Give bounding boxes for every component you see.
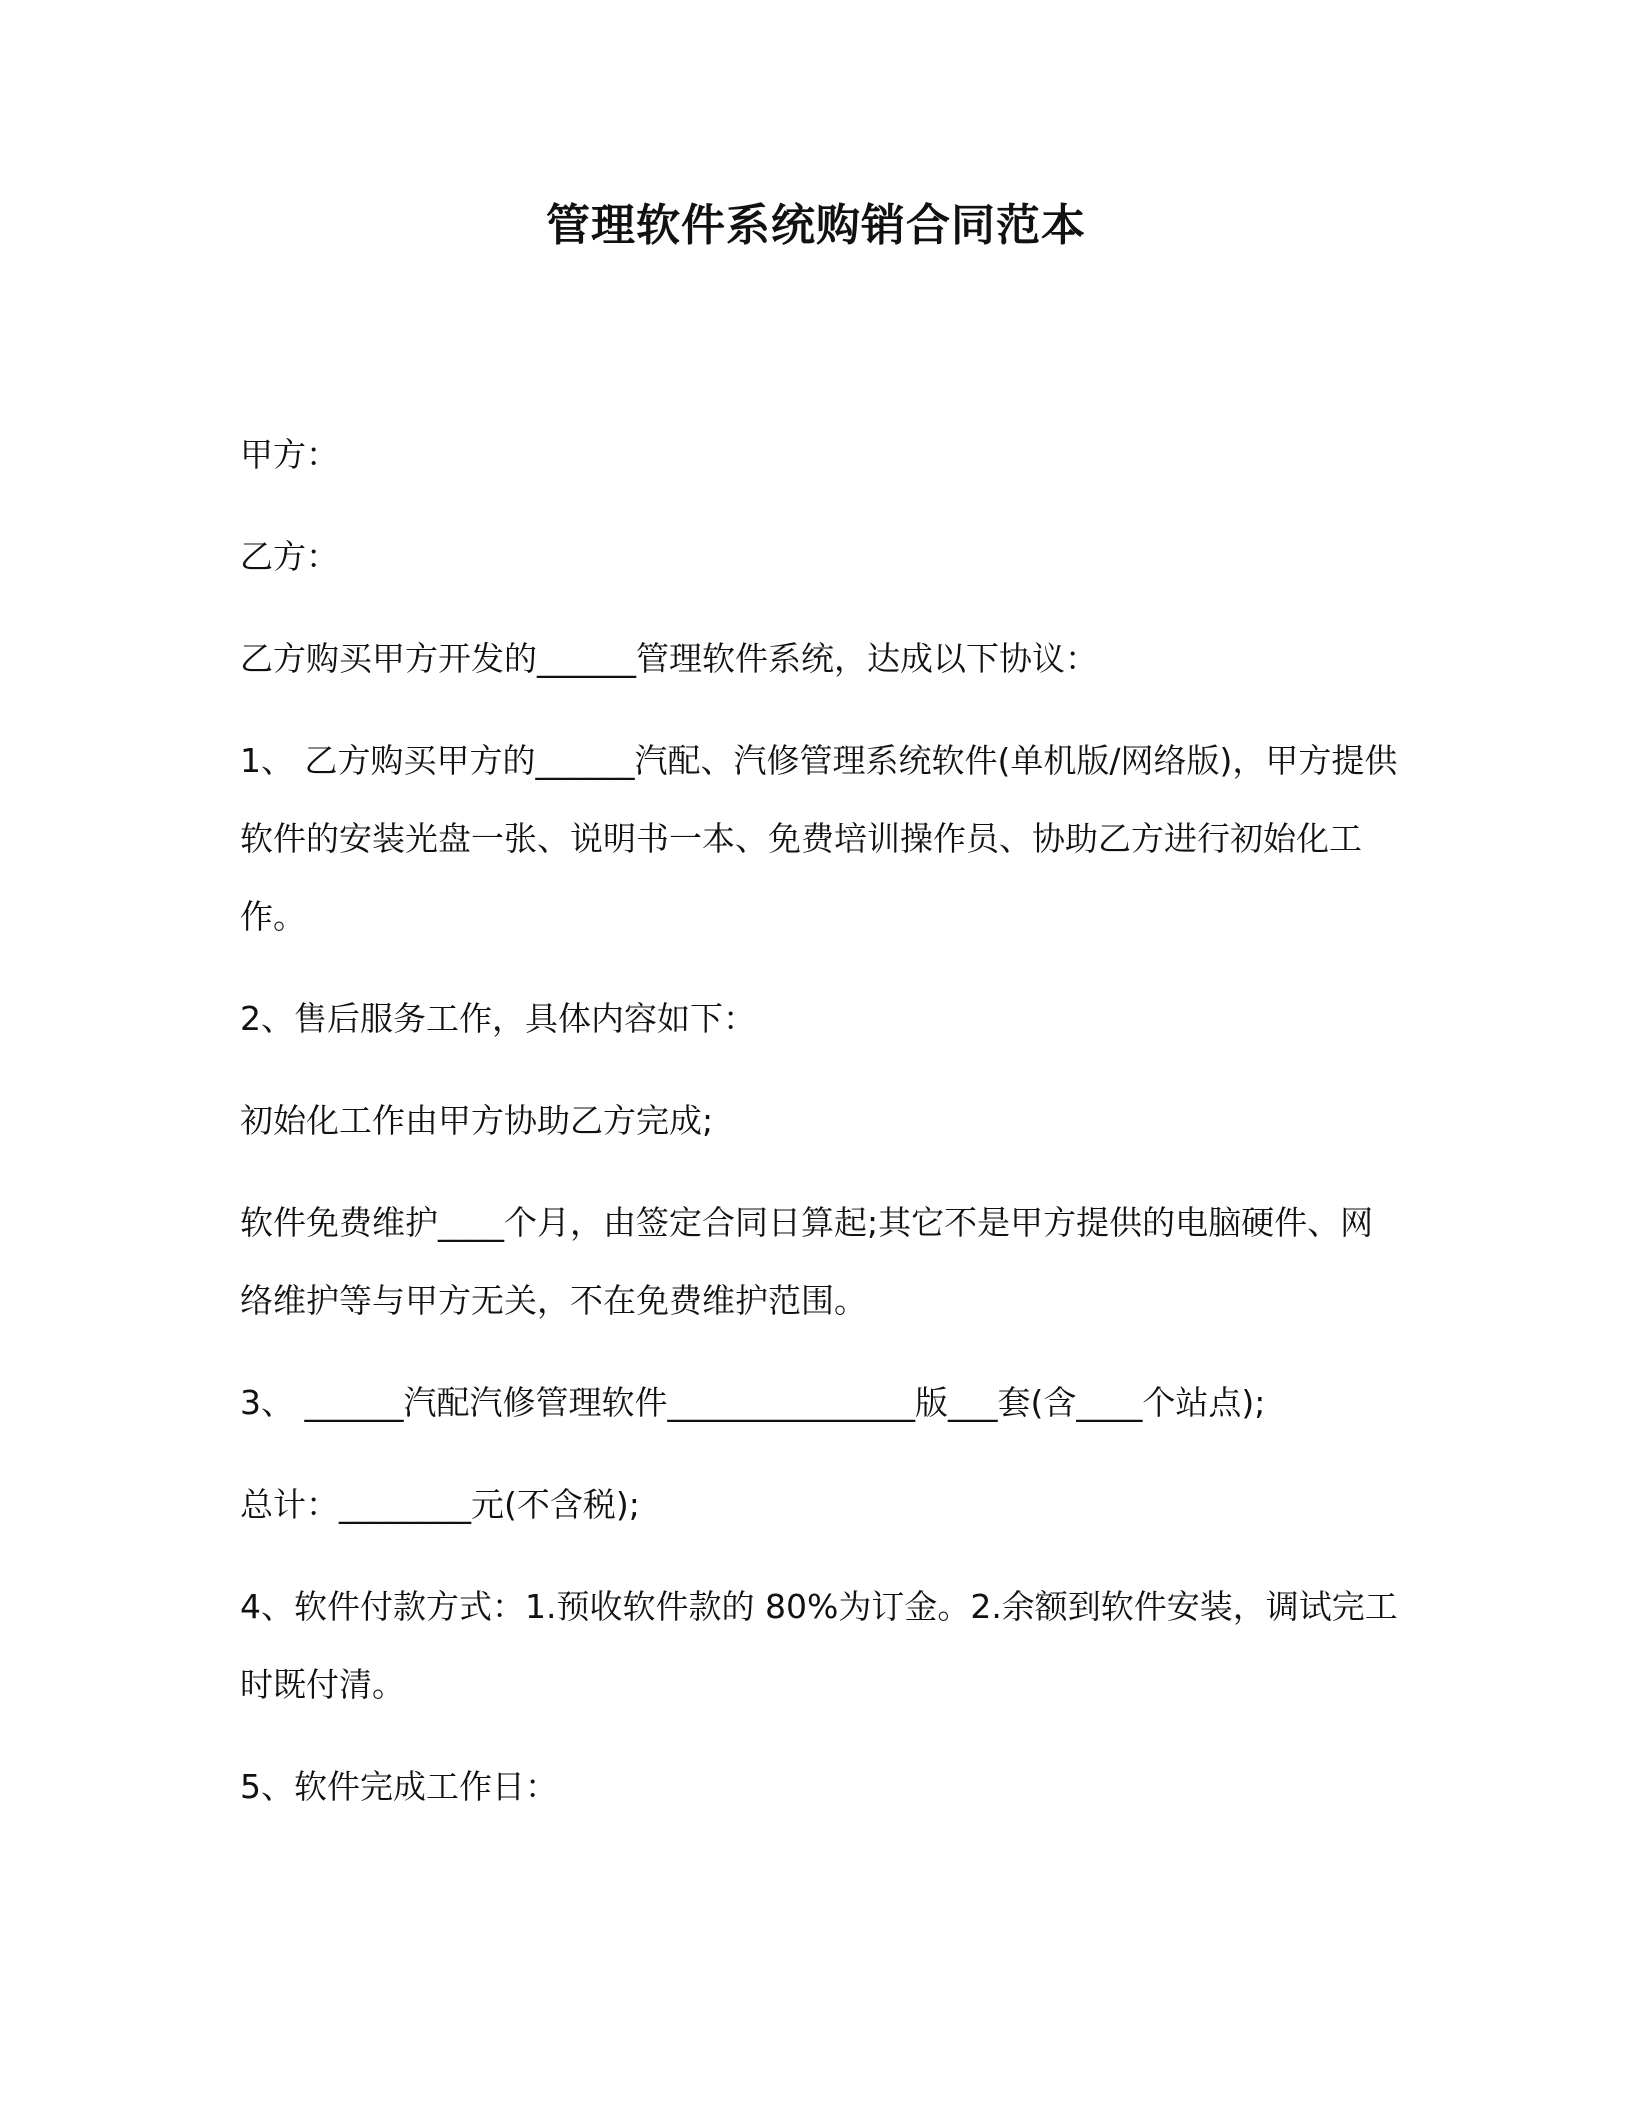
document-title: 管理软件系统购销合同范本 — [546, 200, 1086, 251]
clause-5-workdays: 5、软件完成工作日： — [240, 1767, 558, 1806]
party-a-line: 甲方： — [240, 435, 339, 474]
party-b-line: 乙方： — [240, 537, 339, 576]
clause-4-payment: 4、软件付款方式：1.预收软件款的 80%为订金。2.余额到软件安装，调试完工时既付清。 — [240, 1587, 1398, 1704]
clause-2-initialization: 初始化工作由甲方协助乙方完成; — [240, 1101, 714, 1140]
clause-3: 3、 ______汽配汽修管理软件_______________版___套(含____个站点); — [240, 1383, 1266, 1422]
document-body — [240, 416, 1400, 1826]
clause-1: 1、 乙方购买甲方的______汽配、汽修管理系统软件(单机版/网络版)，甲方提供软件的安装光盘一张、说明书一本、免费培训操作员、协助乙方进行初始化工作。 — [240, 741, 1398, 936]
clause-2-heading: 2、售后服务工作，具体内容如下： — [240, 999, 756, 1038]
clause-2-maintenance: 软件免费维护____个月，由签定合同日算起;其它不是甲方提供的电脑硬件、网络维护等与甲方无关，不在免费维护范围。 — [240, 1203, 1374, 1320]
agreement-intro: 乙方购买甲方开发的______管理软件系统，达成以下协议： — [240, 639, 1098, 678]
clause-3-total: 总计：________元(不含税); — [240, 1485, 640, 1524]
